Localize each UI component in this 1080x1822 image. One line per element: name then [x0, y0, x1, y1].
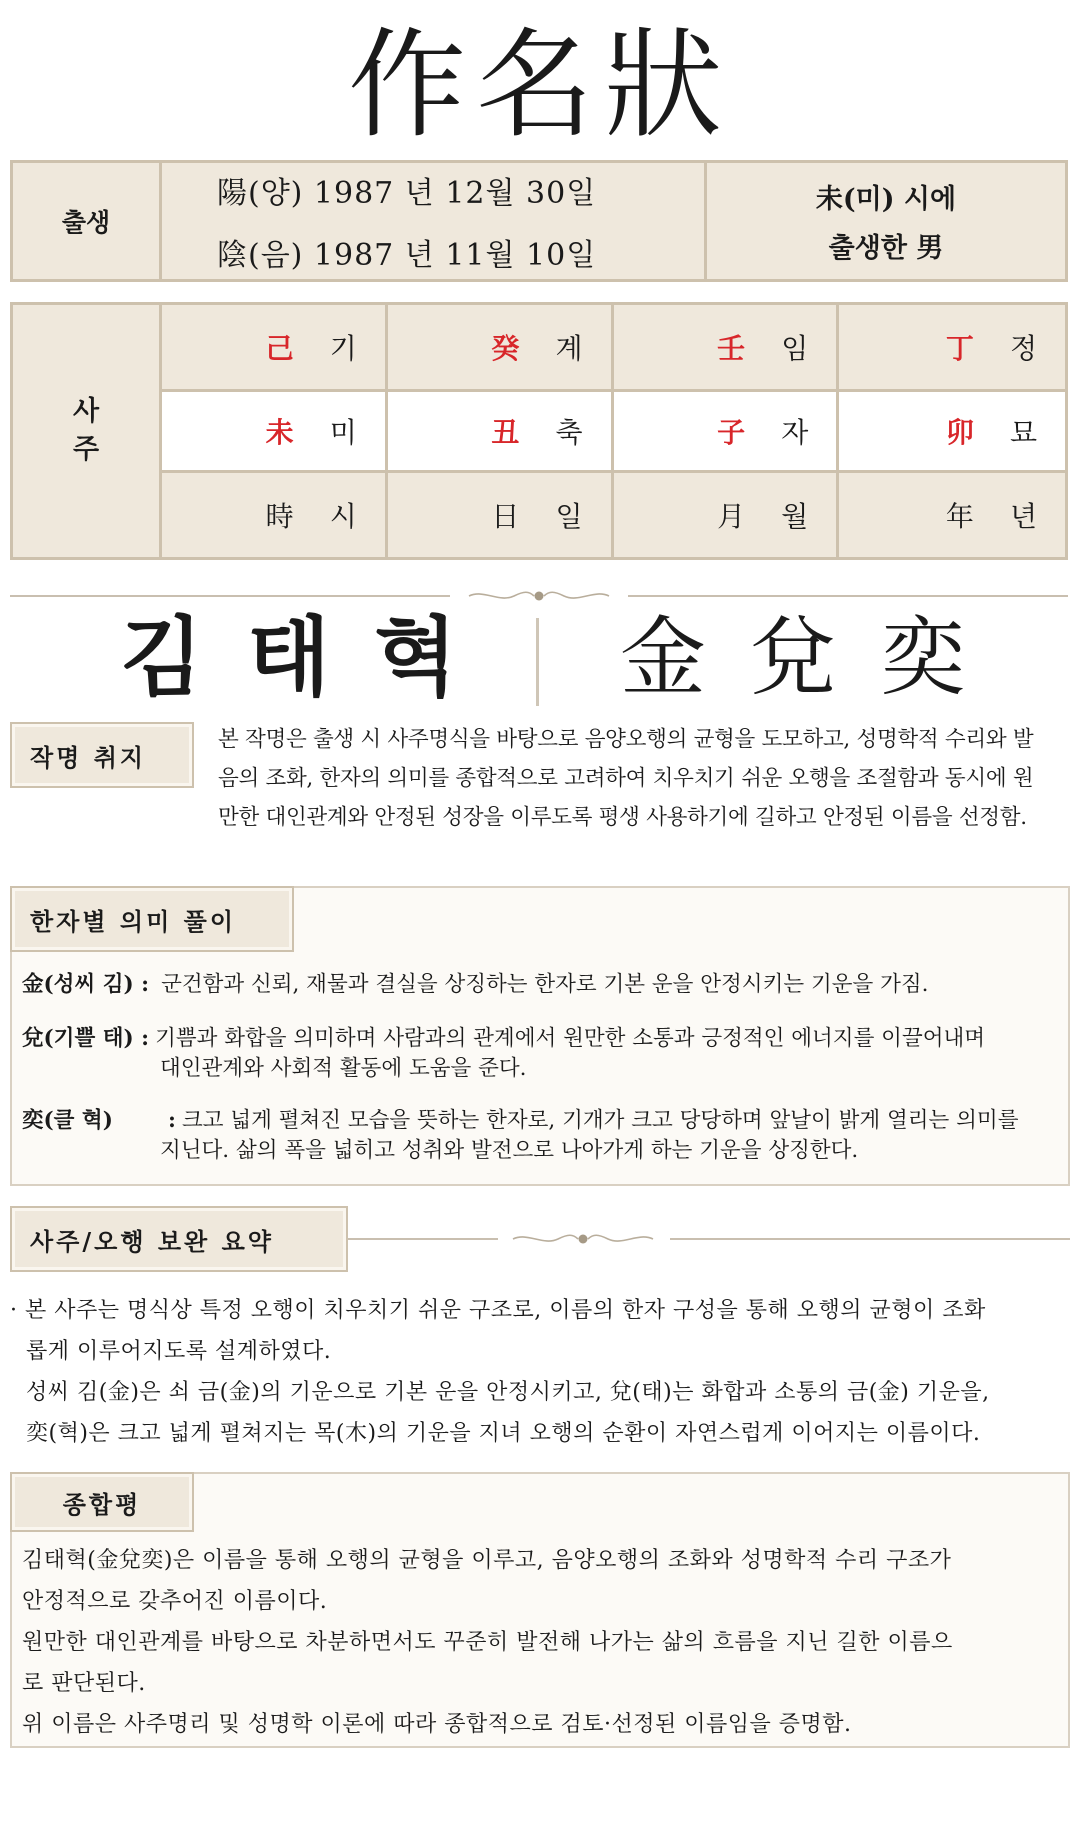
- knot-ornament-icon: [508, 1232, 658, 1246]
- saju-label-top: 사: [72, 396, 100, 427]
- birth-time-line2: 출생한 男: [828, 233, 944, 264]
- stem-korean: 계: [555, 332, 583, 365]
- stem-cell: [388, 305, 614, 389]
- divider-line: [628, 595, 1068, 597]
- overall-line: 위 이름은 사주명리 및 성명학 이론에 따라 종합적으로 검토·선정된 이름임을 증명함.: [22, 1712, 852, 1737]
- solar-date: 陽(양) 1987 년 12월 30일: [217, 176, 597, 211]
- meaning-line: 지닌다. 삶의 폭을 넓히고 성취와 발전으로 나아가게 하는 기운을 상징한다.: [160, 1138, 859, 1163]
- ornament-divider: [348, 1232, 1070, 1246]
- meaning-key: 兌(기쁠 태) :: [22, 1026, 150, 1051]
- meaning-line: 대인관계와 사회적 활동에 도움을 준다.: [160, 1056, 527, 1081]
- summary-line: 奕(혁)은 크고 넓게 펼쳐지는 목(木)의 기운을 지녀 오행의 순환이 자연스럽게 이어지는 이름이다.: [26, 1421, 981, 1446]
- meaning-item-joy: [22, 1024, 1062, 1054]
- branch-hanja: 未: [265, 416, 294, 449]
- meaning-item-joy-cont: [160, 1054, 1060, 1084]
- birth-dates: [162, 163, 707, 279]
- stem-cell: [839, 305, 1065, 389]
- branch-hanja: 丑: [491, 416, 520, 449]
- pillar-hanja: 月: [717, 500, 746, 533]
- meaning-key: 金(성씨 김) :: [22, 972, 150, 997]
- saju-label-bottom: 주: [72, 434, 100, 465]
- name-korean: 김태혁: [120, 607, 502, 708]
- saju-grid: [162, 305, 1065, 557]
- stem-cell: [162, 305, 388, 389]
- name-hanja: 金兌奕: [620, 608, 1010, 708]
- summary-line: · 본 사주는 명식상 특정 오행이 치우치기 쉬운 구조로, 이름의 한자 구성을 통해 오행의 균형이 조화: [10, 1298, 986, 1323]
- branch-korean: 미: [329, 416, 357, 449]
- stem-hanja: 己: [265, 332, 294, 365]
- saju-table: [10, 302, 1068, 560]
- stem-hanja: 丁: [945, 332, 974, 365]
- pillar-korean: 일: [555, 500, 583, 533]
- stem-korean: 임: [781, 332, 809, 365]
- overall-line: 로 판단된다.: [22, 1671, 146, 1696]
- pillar-hanja: 日: [491, 500, 520, 533]
- pillar-korean: 시: [329, 500, 357, 533]
- birth-info-box: [10, 160, 1068, 282]
- overall-line: 원만한 대인관계를 바탕으로 차분하면서도 꾸준히 발전해 나가는 삶의 흐름을 지닌 길한 이름으: [22, 1630, 953, 1655]
- divider-line: [10, 595, 450, 597]
- branch-hanja: 子: [717, 416, 746, 449]
- stem-korean: 기: [329, 332, 357, 365]
- summary-tag: 사주/오행 보완 요약: [10, 1206, 348, 1272]
- purpose-text: [218, 720, 1078, 837]
- pillar-korean: 월: [781, 500, 809, 533]
- meaning-item-great-cont: [160, 1136, 1060, 1166]
- pillar-cell: [162, 473, 388, 557]
- overall-line: 안정적으로 갖추어진 이름이다.: [22, 1589, 328, 1614]
- name-display: [0, 608, 1080, 708]
- purpose-line: 음의 조화, 한자의 의미를 종합적으로 고려하여 치우치기 쉬운 오행을 조절함과 동시에 원: [218, 766, 1034, 791]
- purpose-line: 만한 대인관계와 안정된 성장을 이루도록 평생 사용하기에 길하고 안정된 이름을 선정함.: [218, 805, 1027, 830]
- meaning-item-gold: [22, 970, 1062, 1000]
- purpose-line: 본 작명은 출생 시 사주명식을 바탕으로 음양오행의 균형을 도모하고, 성명학적 수리와 발: [218, 727, 1034, 752]
- knot-ornament-icon: [464, 589, 614, 603]
- name-separator: [536, 618, 539, 706]
- overall-tag: 종합평: [10, 1472, 194, 1532]
- branch-korean: 자: [781, 416, 809, 449]
- branch-hanja: 卯: [945, 416, 974, 449]
- summary-line: 롭게 이루어지도록 설계하였다.: [26, 1339, 332, 1364]
- birth-time-line1: 未(미) 시에: [815, 184, 957, 215]
- summary-line: 성씨 김(金)은 쇠 금(金)의 기운으로 기본 운을 안정시키고, 兌(태)는 화합과 소통의 금(金) 기운을,: [26, 1380, 990, 1405]
- meaning-key: 奕(클 혁): [22, 1108, 113, 1133]
- pillar-cell: [614, 473, 840, 557]
- overall-line: 김태혁(金兌奕)은 이름을 통해 오행의 균형을 이루고, 음양오행의 조화와 성명학적 수리 구조가: [22, 1548, 952, 1573]
- pillar-hanja: 年: [945, 500, 974, 533]
- purpose-tag: 작명 취지: [10, 722, 194, 788]
- lunar-date: 陰(음) 1987 년 11월 10일: [217, 238, 597, 273]
- divider-line: [670, 1238, 1070, 1240]
- certificate-title: 作名狀: [347, 16, 732, 154]
- summary-text: [10, 1290, 1080, 1454]
- meaning-line: 기쁨과 화합을 의미하며 사람과의 관계에서 원만한 소통과 긍정적인 에너지를 이끌어내며: [155, 1026, 986, 1051]
- branch-cell: [162, 389, 388, 473]
- birth-label: 출생: [13, 163, 162, 279]
- pillar-korean: 년: [1009, 500, 1037, 533]
- meaning-line: 군건함과 신뢰, 재물과 결실을 상징하는 한자로 기본 운을 안정시키는 기운을 가짐.: [161, 972, 929, 997]
- stem-korean: 정: [1009, 332, 1037, 365]
- saju-label: [13, 305, 162, 557]
- stem-hanja: 壬: [717, 332, 746, 365]
- branch-cell: [839, 389, 1065, 473]
- overall-text: [22, 1540, 1067, 1745]
- stem-hanja: 癸: [491, 332, 520, 365]
- birth-time: [707, 163, 1065, 279]
- divider-line: [348, 1238, 498, 1240]
- branch-cell: [614, 389, 840, 473]
- pillar-cell: [388, 473, 614, 557]
- meaning-tag: 한자별 의미 풀이: [10, 886, 294, 952]
- pillar-cell: [839, 473, 1065, 557]
- ornament-divider: [10, 589, 1068, 603]
- meaning-sep: :: [168, 1108, 176, 1133]
- branch-cell: [388, 389, 614, 473]
- pillar-hanja: 時: [265, 500, 294, 533]
- branch-korean: 묘: [1009, 416, 1037, 449]
- meaning-item-great: [22, 1106, 1062, 1136]
- branch-korean: 축: [555, 416, 583, 449]
- meaning-line: 크고 넓게 펼쳐진 모습을 뜻하는 한자로, 기개가 크고 당당하며 앞날이 밝게 열리는 의미를: [181, 1108, 1019, 1133]
- stem-cell: [614, 305, 840, 389]
